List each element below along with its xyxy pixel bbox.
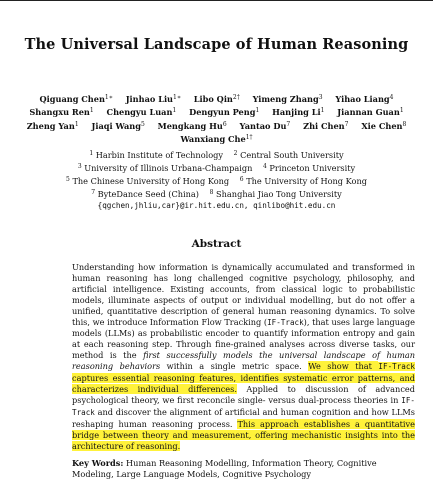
author-name-text: Jiannan Guan <box>337 107 400 118</box>
author-name-text: Yimeng Zhang <box>252 94 319 104</box>
author-affiliation-mark: 1 <box>172 107 177 115</box>
author-name-text: Yantao Du <box>239 120 287 131</box>
author-affiliation-mark: 5 <box>140 120 145 128</box>
abstract-segment: and discover the alignment of artificial and human cognition and how LLMs reshaping human reasoning process. <box>72 406 415 429</box>
author-name-text: Yihao Liang <box>335 94 390 104</box>
author-affiliation-mark: 2† <box>232 94 240 101</box>
affiliation-name: The Chinese University of Hong Kong <box>69 176 230 186</box>
author-name <box>253 94 323 104</box>
author-name <box>337 107 403 117</box>
affiliation-mark: 4 <box>262 163 267 170</box>
author-name-text: Libo Qin <box>193 94 233 104</box>
author-affiliation-mark: 1 <box>255 107 260 115</box>
keywords-text: Human Reasoning Modelling, Information Theory, Cognitive Modeling, Large Language Models, Cognitive Psychology <box>72 458 377 479</box>
author-affiliation-mark: 3 <box>318 94 323 101</box>
author-name-text: Jinhao Liu <box>125 94 174 104</box>
abstract-heading: Abstract <box>191 238 242 250</box>
author-name-text: Shangxu Ren <box>29 107 90 118</box>
author-name-text: Zhi Chen <box>303 120 345 131</box>
author-name <box>303 121 348 131</box>
abstract-segment: IF-Track <box>378 362 415 372</box>
author-name-text: Chengyu Luan <box>106 107 173 118</box>
author-name <box>27 121 79 131</box>
affiliation-item <box>91 189 199 199</box>
author-name <box>272 107 324 117</box>
paper-title: The Universal Landscape of Human Reasoning <box>24 36 409 53</box>
author-affiliation-mark: 1† <box>245 134 253 142</box>
affiliation-mark: 7 <box>91 189 96 196</box>
author-name <box>92 121 145 131</box>
author-name <box>189 107 259 117</box>
affiliation-item <box>78 163 253 173</box>
affiliation-mark: 1 <box>89 150 94 157</box>
affiliation-mark: 5 <box>66 176 70 183</box>
author-name-text: Jiaqi Wang <box>91 120 141 131</box>
keywords-line <box>72 458 415 480</box>
abstract-segment: Understanding how information is dynamically accumulated and transformed in human reasoning has long challenged cognitive psychology, philosophy, and artificial intelligence. Existing accounts, from classical logic to probabilistic models, illuminate aspects of output or individual modelling, but do not offer a unified, quantitative description of general human reasoning dynamics. To solve this, we introduce Information Flow Tracking ( <box>72 262 415 327</box>
author-affiliation-mark: 7 <box>344 120 349 128</box>
affiliation-mark: 3 <box>77 163 82 170</box>
email-line: {qgchen,jhliu,car}@ir.hit.edu.cn, qinlibo@hit.edu.cn <box>97 201 336 210</box>
author-affiliation-mark: 7 <box>286 120 291 128</box>
author-affiliation-mark: 8 <box>402 120 407 128</box>
author-name-text: Mengkang Hu <box>157 120 223 131</box>
author-name <box>180 134 252 144</box>
author-affiliation-mark: 6 <box>222 120 227 128</box>
affiliation-item <box>66 176 229 186</box>
affiliation-list <box>18 148 415 200</box>
affiliation-item <box>89 150 223 160</box>
author-affiliation-mark: 1 <box>399 107 404 115</box>
author-name-text: Qiguang Chen <box>39 94 105 104</box>
author-name-text: Dengyun Peng <box>189 107 256 118</box>
affiliation-mark: 8 <box>209 189 214 196</box>
author-name <box>194 94 240 104</box>
author-affiliation-mark: 1 <box>89 107 94 115</box>
abstract-segment: IF-Track <box>72 395 415 417</box>
author-affiliation-mark: 1 <box>74 120 79 128</box>
affiliation-name: ByteDance Seed (China) <box>95 189 199 199</box>
abstract-segment: This approach establishes a quantitative bridge between theory and measurement, offering mechanistic insights into the architecture of reasoning. <box>72 418 416 451</box>
abstract-segment: within a single metric space. <box>160 361 309 372</box>
affiliation-mark: 2 <box>233 150 238 157</box>
affiliation-name: Princeton University <box>266 163 356 173</box>
author-name <box>40 94 113 104</box>
author-affiliation-mark: 1∗ <box>173 94 181 101</box>
author-name <box>335 94 393 104</box>
author-name <box>158 121 227 131</box>
author-affiliation-mark: 4 <box>389 94 394 101</box>
author-name-text: Hanjing Li <box>272 107 321 118</box>
abstract-body <box>72 262 415 451</box>
keywords-label: Key Words: <box>72 458 124 468</box>
author-name <box>240 121 291 131</box>
author-name <box>29 107 93 117</box>
affiliation-mark: 6 <box>239 176 244 183</box>
author-name-text: Wanxiang Che <box>180 134 246 145</box>
author-name-text: Zheng Yan <box>26 120 75 131</box>
affiliation-name: Shanghai Jiao Tong University <box>213 189 342 199</box>
top-rule <box>0 0 433 11</box>
author-name <box>126 94 181 104</box>
abstract-segment: ), that uses large language models (LLMs) as probabilistic encoder to quantify information entropy and gain at each reasoning step. Through fine-grained analyses across diverse tasks, our method is the <box>72 316 415 361</box>
affiliation-name: University of Illinois Urbana-Champaign <box>81 163 253 173</box>
affiliation-block <box>18 148 415 212</box>
author-name <box>107 107 177 117</box>
affiliation-name: Harbin Institute of Technology <box>93 150 224 160</box>
abstract-segment: captures essential reasoning features, identifies systematic error patterns, and characterizes individual differences. <box>72 373 415 394</box>
affiliation-item <box>240 176 367 186</box>
author-affiliation-mark: 1 <box>320 107 325 115</box>
author-list <box>18 92 415 146</box>
affiliation-item <box>234 150 344 160</box>
abstract-segment: We show that <box>308 361 379 372</box>
abstract-segment: Applied to discussion of advanced psychological theory, we first reconcile single- versus dual-process theories in <box>72 383 415 405</box>
abstract-segment: IF-Track <box>267 317 304 327</box>
affiliation-item <box>210 189 342 199</box>
affiliation-name: Central South University <box>237 150 344 160</box>
author-name <box>361 121 406 131</box>
affiliation-name: The University of Hong Kong <box>243 176 367 186</box>
author-affiliation-mark: 1∗ <box>104 94 113 101</box>
abstract-segment: first successfully models the universal landscape of human reasoning behaviors <box>72 350 415 372</box>
author-name-text: Xie Chen <box>361 120 403 131</box>
affiliation-item <box>263 163 355 173</box>
